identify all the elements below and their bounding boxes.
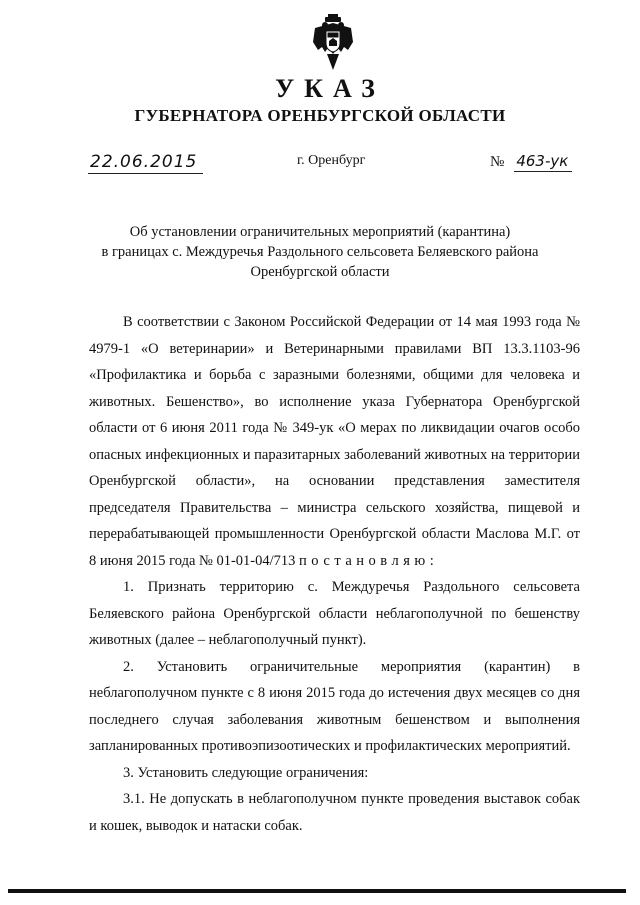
issuer-title: ГУБЕРНАТОРА ОРЕНБУРГСКОЙ ОБЛАСТИ: [134, 106, 506, 125]
decree-city: г. Оренбург: [297, 153, 366, 168]
preamble-text: В соответствии с Законом Российской Федерации от 14 мая 1993 года № 4979-1 «О ветеринарии» и Ветеринарными правилами ВП 13.3.1103-96 «Профилактика и борьба с заразными болезнями, общими для человека и животных. Бешенство», во исполнение указа Губернатора Оренбургской области от 6 июня 2011 года № 349-ук «О мерах по ликвидации очагов особо опасных инфекционных и паразитарных заболеваний животных на территории Оренбургской области», на основании представления заместителя председателя Правительства – министра сельского хозяйства, пищевой и перерабатывающей промышленности Оренбургской области Маслова М.Г. от 8 июня 2015 года № 01-01-04/713: [89, 314, 580, 569]
item-3: 3. Установить следующие ограничения:: [123, 764, 369, 781]
decree-subject: [90, 222, 550, 282]
document-type-title: УКАЗ: [275, 74, 385, 103]
item-3-1: 3.1. Не допускать в неблагополучном пункте проведения выставок собак и кошек, выводок и натаски собак.: [89, 791, 580, 834]
subject-line-1: Об установлении ограничительных мероприятий (карантина): [129, 224, 511, 240]
decree-number: [490, 152, 570, 171]
decree-body: [89, 309, 580, 839]
bottom-border-line: [8, 889, 626, 893]
number-value: 463-ук: [516, 152, 569, 170]
item-1: 1. Признать территорию с. Междуречья Раздольного сельсовета Беляевского района Оренбургской области неблагополучной по бешенству животных (далее – неблагополучный пункт).: [89, 579, 580, 648]
coat-of-arms-icon: [312, 14, 354, 72]
subject-line-2: в границах с. Междуречья Раздольного сельсовета Беляевского района: [101, 244, 539, 260]
number-sign: №: [490, 154, 505, 170]
item-2: 2. Установить ограничительные мероприятия (карантин) в неблагополучном пункте с 8 июня 2015 года до истечения двух месяцев со дня последнего случая заболевания животным бешенством и выполнения запланированных противоэпизоотических и профилактических мероприятий.: [89, 658, 580, 754]
decree-date: 22.06.2015: [90, 152, 198, 172]
subject-line-3: Оренбургской области: [250, 264, 390, 280]
decree-word: постановляю:: [299, 552, 439, 569]
preamble-paragraph: [89, 309, 580, 574]
